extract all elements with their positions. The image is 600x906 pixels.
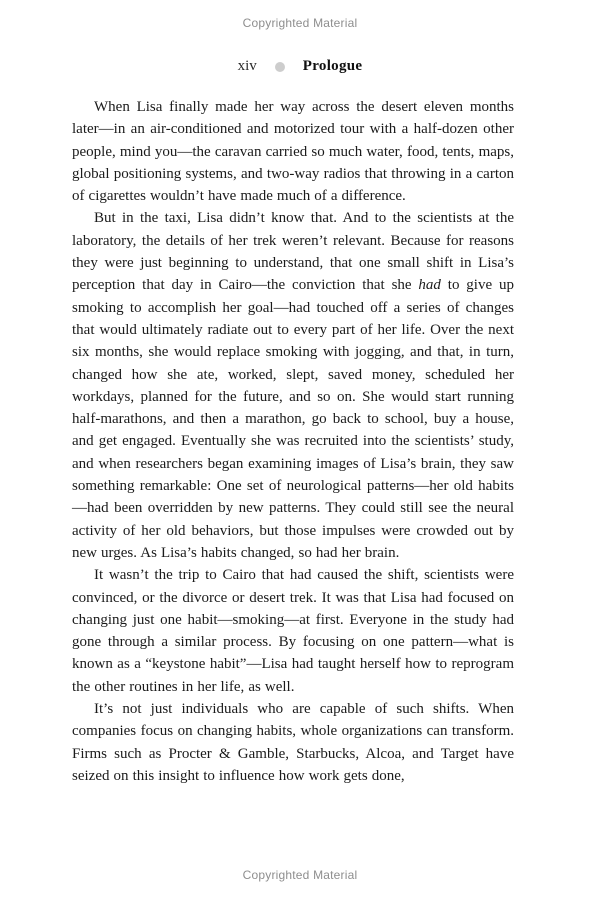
paragraph-text: It’s not just individuals who are capable of such shifts. When companies focus on changing habits, whole organizations can transform. Firms such as Procter & Gamble, Starbucks, Alcoa, and Target have seized on this insight to influence how work gets done,	[72, 701, 514, 784]
paragraph-text: to give up smoking to accomplish her goal—had touched off a series of changes that would ultimately radiate out to every part of her life. Over the next six months, she would replace smoking with jogging, and that, in turn, changed how she ate, worked, slept, saved money, scheduled her workdays, planned for the future, and so on. She would start running half-marathons, and then a marathon, go back to school, buy a house, and get engaged. Eventually she was recruited into the scientists’ study, and when researchers began examining images of Lisa’s brain, they saw something remarkable: One set of neurological patterns—her old habits—had been overridden by new patterns. They could still see the neural activity of her old behaviors, but those impulses were crowded out by new urges. As Lisa’s habits changed, so had her brain.	[72, 277, 514, 561]
paragraph-text: It wasn’t the trip to Cairo that had caused the shift, scientists were convinced, or the divorce or desert trek. It was that Lisa had focused on changing just one habit—smoking—at first. Everyone in the study had gone through a similar process. By focusing on one pattern—what is known as a “keystone habit”—Lisa had taught herself how to reprogram the other routines in her life, as well.	[72, 567, 514, 695]
copyright-notice-bottom: Copyrighted Material	[242, 868, 358, 882]
paragraph-4	[72, 698, 514, 787]
section-title: Prologue	[302, 58, 363, 74]
paragraph-2	[72, 207, 514, 564]
paragraph-text: But in the taxi, Lisa didn’t know that. And to the scientists at the laboratory, the details of her trek weren’t relevant. Because for reasons they were just beginning to understand, that one small shift in Lisa’s perception that day in Cairo—the conviction that she	[72, 210, 514, 294]
italic-word: had	[418, 277, 441, 294]
page-header	[0, 58, 600, 75]
paragraph-3	[72, 564, 514, 698]
page-body	[72, 96, 514, 787]
paragraph-1	[72, 96, 514, 207]
page-number: xiv	[237, 58, 257, 74]
copyright-notice-top: Copyrighted Material	[242, 16, 358, 30]
paragraph-text: When Lisa finally made her way across the desert eleven months later—in an air-conditioned and motorized tour with a half-dozen other people, mind you—the caravan carried so much water, food, tents, maps, global positioning systems, and two-way radios that throwing in a carton of cigarettes wouldn’t have made much of a difference.	[72, 99, 514, 205]
ornament-dot-icon	[275, 62, 285, 72]
